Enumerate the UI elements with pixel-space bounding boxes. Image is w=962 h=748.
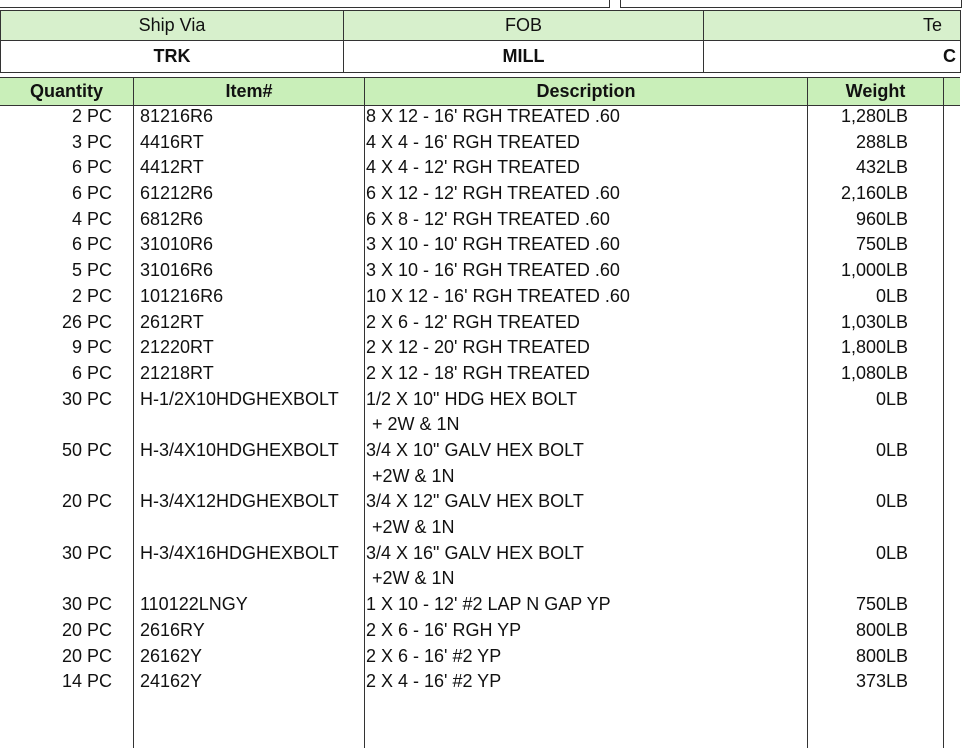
description-subtext: + 2W & 1N [372, 414, 460, 435]
table-row [0, 258, 945, 284]
description-subtext: +2W & 1N [372, 465, 455, 486]
description-text: 1 X 10 - 12' #2 LAP N GAP YP [366, 594, 611, 615]
weight-cell: 750LB [855, 234, 908, 255]
item-number-cell: 2612RT [140, 311, 204, 332]
table-row [0, 438, 945, 489]
table-row [0, 669, 945, 695]
quantity-cell: 26 PC [61, 311, 112, 332]
description-cell [366, 181, 620, 207]
description-cell [366, 489, 584, 540]
weight-cell: 1,280LB [840, 106, 908, 126]
table-row [0, 618, 945, 644]
description-cell [366, 335, 590, 361]
weight-cell: 1,000LB [840, 260, 908, 281]
description-text: 2 X 12 - 18' RGH TREATED [366, 362, 590, 383]
table-row [0, 387, 945, 438]
table-row [0, 310, 945, 336]
description-cell [366, 232, 620, 258]
weight-cell: 960LB [855, 208, 908, 229]
item-number-cell: H-3/4X12HDGHEXBOLT [140, 491, 339, 512]
description-text: 3 X 10 - 10' RGH TREATED .60 [366, 234, 620, 255]
item-number-cell: 31010R6 [140, 234, 214, 255]
quantity-cell: 30 PC [61, 388, 112, 409]
weight-cell: 1,030LB [840, 311, 908, 332]
description-text: 2 X 12 - 20' RGH TREATED [366, 337, 590, 358]
quantity-cell: 5 PC [71, 260, 112, 281]
quantity-cell: 20 PC [61, 491, 112, 512]
terms-value: C [704, 41, 961, 73]
description-text: 2 X 6 - 16' #2 YP [366, 645, 502, 666]
description-cell [366, 438, 584, 489]
quantity-cell: 2 PC [71, 285, 112, 306]
fob-label: FOB [344, 11, 704, 41]
quantity-cell: 6 PC [71, 234, 112, 255]
weight-cell: 432LB [855, 157, 908, 178]
description-cell [366, 644, 501, 670]
weight-cell: 373LB [855, 671, 908, 692]
description-text: 6 X 8 - 12' RGH TREATED .60 [366, 208, 610, 229]
ship-via-label: Ship Via [1, 11, 344, 41]
description-cell [366, 592, 611, 618]
quantity-cell: 30 PC [61, 542, 112, 563]
weight-cell: 0LB [875, 388, 908, 409]
quantity-cell: 3 PC [71, 131, 112, 152]
description-header: Description [536, 81, 636, 101]
item-number-header: Item# [225, 81, 273, 101]
quantity-cell: 2 PC [71, 106, 112, 126]
weight-cell: 2,160LB [840, 183, 908, 204]
description-cell [366, 258, 620, 284]
weight-header: Weight [845, 81, 906, 101]
weight-cell: 0LB [875, 542, 908, 563]
description-cell [366, 361, 590, 387]
item-number-cell: 61212R6 [140, 183, 214, 204]
item-number-cell: H-3/4X10HDGHEXBOLT [140, 439, 339, 460]
table-row [0, 335, 945, 361]
table-row [0, 232, 945, 258]
description-cell [366, 284, 630, 310]
description-cell [366, 310, 580, 336]
item-number-cell: 110122LNGY [140, 594, 248, 615]
item-number-cell: 21218RT [140, 362, 214, 383]
description-text: 10 X 12 - 16' RGH TREATED .60 [366, 285, 630, 306]
description-text: 6 X 12 - 12' RGH TREATED .60 [366, 183, 620, 204]
table-row [0, 207, 945, 233]
description-subtext: +2W & 1N [372, 517, 455, 538]
item-number-cell: 6812R6 [140, 208, 204, 229]
item-number-cell: 24162Y [140, 671, 203, 692]
description-cell [366, 541, 584, 592]
quantity-cell: 6 PC [71, 362, 112, 383]
item-number-cell: H-1/2X10HDGHEXBOLT [140, 388, 339, 409]
item-number-cell: 4412RT [140, 157, 204, 178]
description-text: 3/4 X 10" GALV HEX BOLT [366, 439, 584, 460]
quantity-cell: 30 PC [61, 594, 112, 615]
quantity-cell: 20 PC [61, 619, 112, 640]
table-row [0, 284, 945, 310]
item-number-cell: 4416RT [140, 131, 204, 152]
fob-value: MILL [344, 41, 704, 73]
description-text: 2 X 6 - 12' RGH TREATED [366, 311, 580, 332]
description-cell [366, 155, 580, 181]
description-cell [366, 618, 521, 644]
description-text: 4 X 4 - 12' RGH TREATED [366, 157, 580, 178]
weight-cell: 750LB [855, 594, 908, 615]
items-table-body [0, 104, 945, 695]
quantity-header: Quantity [29, 81, 103, 101]
quantity-cell: 9 PC [71, 337, 112, 358]
table-row [0, 130, 945, 156]
description-cell [366, 207, 610, 233]
quantity-cell: 4 PC [71, 208, 112, 229]
description-text: 2 X 4 - 16' #2 YP [366, 671, 502, 692]
quantity-cell: 6 PC [71, 183, 112, 204]
description-text: 3/4 X 12" GALV HEX BOLT [366, 491, 584, 512]
description-subtext: +2W & 1N [372, 568, 455, 589]
item-number-cell: 21220RT [140, 337, 214, 358]
weight-cell: 800LB [855, 645, 908, 666]
description-cell [366, 669, 501, 695]
table-row [0, 592, 945, 618]
table-row [0, 181, 945, 207]
item-number-cell: 31016R6 [140, 260, 214, 281]
table-row [0, 155, 945, 181]
item-number-cell: H-3/4X16HDGHEXBOLT [140, 542, 339, 563]
top-box-left [0, 0, 610, 8]
table-row [0, 104, 945, 130]
description-cell [366, 387, 577, 438]
weight-cell: 1,800LB [840, 337, 908, 358]
terms-label: Te [704, 11, 961, 41]
description-text: 8 X 12 - 16' RGH TREATED .60 [366, 106, 620, 126]
description-cell [366, 104, 620, 130]
items-table-header [0, 77, 960, 106]
description-text: 2 X 6 - 16' RGH YP [366, 619, 522, 640]
shipping-info-table [0, 10, 961, 73]
table-row [0, 644, 945, 670]
item-number-cell: 2616RY [140, 619, 205, 640]
ship-via-value: TRK [1, 41, 344, 73]
weight-cell: 800LB [855, 619, 908, 640]
description-text: 4 X 4 - 16' RGH TREATED [366, 131, 580, 152]
weight-cell: 288LB [855, 131, 908, 152]
weight-cell: 0LB [875, 439, 908, 460]
item-number-cell: 26162Y [140, 645, 203, 666]
description-text: 1/2 X 10" HDG HEX BOLT [366, 388, 578, 409]
table-row [0, 541, 945, 592]
item-number-cell: 81216R6 [140, 106, 214, 126]
top-box-right [620, 0, 962, 8]
description-text: 3/4 X 16" GALV HEX BOLT [366, 542, 584, 563]
item-number-cell: 101216R6 [140, 285, 224, 306]
weight-cell: 1,080LB [840, 362, 908, 383]
table-row [0, 489, 945, 540]
quantity-cell: 14 PC [61, 671, 112, 692]
description-cell [366, 130, 580, 156]
quantity-cell: 20 PC [61, 645, 112, 666]
table-row [0, 361, 945, 387]
weight-cell: 0LB [875, 285, 908, 306]
quantity-cell: 6 PC [71, 157, 112, 178]
weight-cell: 0LB [875, 491, 908, 512]
quantity-cell: 50 PC [61, 439, 112, 460]
description-text: 3 X 10 - 16' RGH TREATED .60 [366, 260, 620, 281]
